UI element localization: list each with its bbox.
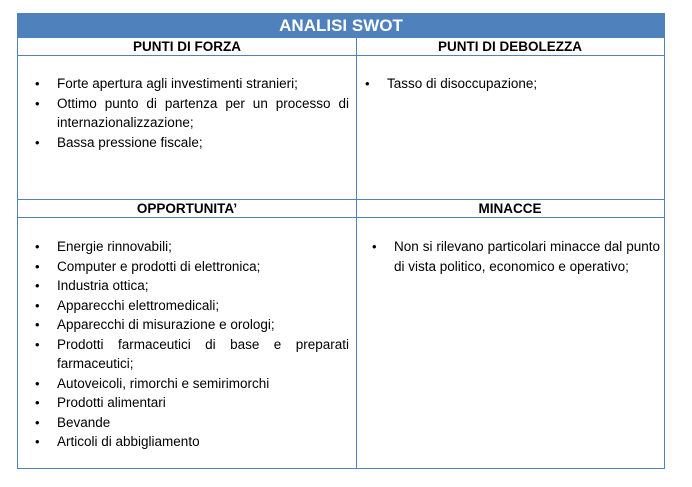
opportunities-item-text: Computer e prodotti di elettronica;: [57, 258, 261, 274]
bullet-icon: •: [35, 134, 40, 150]
opportunities-item-text: Prodotti alimentari: [57, 395, 166, 410]
header-weaknesses: PUNTI DI DEBOLEZZA: [438, 39, 582, 54]
swot-title: ANALISI SWOT: [18, 14, 664, 38]
opportunities-item-text: Apparecchi di misurazione e orologi;: [57, 317, 275, 332]
opportunities-item-text: Energie rinnovabili;: [57, 239, 172, 254]
header-threats: MINACCE: [478, 201, 542, 216]
opportunities-item-text: Bevande: [57, 414, 111, 430]
threats-list: [372, 237, 660, 276]
opportunities-item-text: Industria ottica;: [57, 278, 149, 293]
header-strengths: PUNTI DI FORZA: [133, 39, 241, 54]
opportunities-item-text: Autoveicoli, rimorchi e semirimorchi: [57, 375, 270, 391]
cell-threats: [372, 237, 660, 276]
opportunities-item-text: Apparecchi elettromedicali;: [57, 297, 220, 313]
bullet-icon: •: [35, 395, 40, 410]
opportunities-item: [35, 393, 349, 413]
opportunities-item: [35, 315, 349, 335]
strengths-list: [35, 74, 349, 152]
bullet-icon: •: [35, 375, 40, 391]
bullet-icon: •: [35, 317, 40, 332]
divider-header-bottom: [18, 217, 664, 218]
opportunities-list: [35, 237, 349, 452]
bullet-icon: •: [35, 258, 40, 274]
bullet-icon: •: [35, 76, 40, 91]
cell-strengths: [35, 74, 349, 152]
bullet-icon: •: [35, 95, 40, 111]
bullet-icon: •: [35, 278, 40, 293]
bullet-icon: •: [35, 336, 40, 352]
divider-vertical: [356, 38, 357, 468]
opportunities-item: [35, 335, 349, 374]
opportunities-item: [35, 374, 349, 394]
threats-item-text: Non si rilevano particolari minacce dal punto di vista politico, economico e operativo;: [394, 239, 660, 274]
bullet-icon: •: [35, 239, 40, 254]
opportunities-item: [35, 276, 349, 296]
swot-table: [17, 13, 665, 469]
bullet-icon: •: [365, 76, 370, 91]
bullet-icon: •: [372, 239, 377, 254]
opportunities-item: [35, 413, 349, 433]
threats-item: [372, 237, 660, 276]
weaknesses-list: [365, 74, 657, 94]
cell-opportunities: [35, 237, 349, 452]
strengths-item: [35, 133, 349, 153]
strengths-item: [35, 74, 349, 94]
bullet-icon: •: [35, 434, 40, 449]
weaknesses-item-text: Tasso di disoccupazione;: [387, 76, 538, 91]
opportunities-item: [35, 296, 349, 316]
bullet-icon: •: [35, 297, 40, 313]
opportunities-item: [35, 237, 349, 257]
weaknesses-item: [365, 74, 657, 94]
opportunities-item-text: Prodotti farmaceutici di base e preparati farmaceutici;: [57, 336, 349, 371]
header-opportunities: OPPORTUNITA’: [136, 201, 238, 216]
strengths-item-text: Bassa pressione fiscale;: [57, 134, 203, 150]
strengths-item: [35, 94, 349, 133]
strengths-item-text: Ottimo punto di partenza per un processo di internazionalizzazione;: [57, 95, 349, 130]
opportunities-item: [35, 257, 349, 277]
divider-header-top: [18, 55, 664, 56]
strengths-item-text: Forte apertura agli investimenti stranieri;: [57, 76, 298, 91]
opportunities-item-text: Articoli di abbigliamento: [57, 434, 200, 449]
cell-weaknesses: [365, 74, 657, 94]
bullet-icon: •: [35, 414, 40, 430]
opportunities-item: [35, 432, 349, 452]
